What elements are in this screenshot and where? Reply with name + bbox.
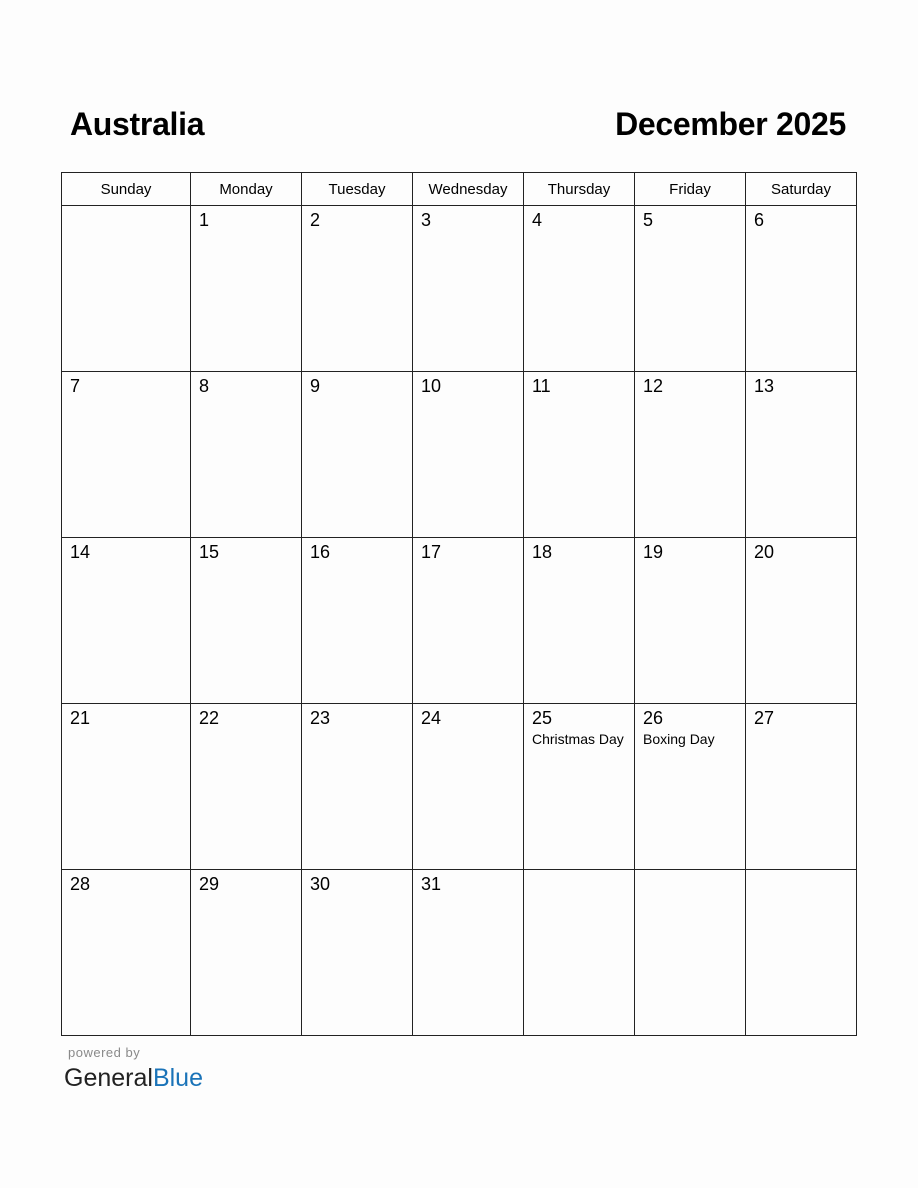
day-number: 9 — [310, 376, 321, 396]
day-number — [62, 206, 190, 209]
calendar-month-title: December 2025 — [615, 106, 846, 142]
day-number: 1 — [199, 210, 210, 230]
day-number: 15 — [199, 542, 220, 562]
day-number: 14 — [70, 542, 91, 562]
holiday-label-christmas: Christmas Day — [532, 731, 624, 747]
day-cell — [62, 704, 191, 870]
day-cell — [635, 538, 746, 704]
day-cell — [635, 870, 746, 1036]
day-number: 21 — [70, 708, 91, 728]
weekday-monday: Monday — [191, 173, 302, 206]
day-number — [524, 870, 634, 873]
day-cell — [191, 372, 302, 538]
day-number: 26 — [643, 708, 664, 728]
weekday-friday: Friday — [635, 173, 746, 206]
day-number: 16 — [310, 542, 331, 562]
day-cell — [302, 538, 413, 704]
day-cell — [62, 538, 191, 704]
calendar-grid — [61, 172, 857, 1036]
day-number: 13 — [754, 376, 775, 396]
day-number: 25 — [532, 708, 553, 728]
week-row — [62, 870, 857, 1036]
day-number: 3 — [421, 210, 432, 230]
week-row — [62, 538, 857, 704]
day-cell — [524, 206, 635, 372]
powered-by-text: powered by — [68, 1045, 141, 1060]
day-number: 8 — [199, 376, 210, 396]
day-cell — [413, 704, 524, 870]
day-number: 6 — [754, 210, 765, 230]
day-number: 31 — [421, 874, 442, 894]
logo-general-text: General — [64, 1064, 153, 1092]
day-cell — [635, 206, 746, 372]
day-number: 24 — [421, 708, 442, 728]
day-cell — [524, 538, 635, 704]
day-number: 2 — [310, 210, 321, 230]
day-number: 18 — [532, 542, 553, 562]
day-number: 4 — [532, 210, 543, 230]
day-cell-holiday — [524, 704, 635, 870]
day-cell — [302, 704, 413, 870]
day-number: 29 — [199, 874, 220, 894]
weekday-header-row — [62, 173, 857, 206]
day-cell — [191, 870, 302, 1036]
day-number: 12 — [643, 376, 664, 396]
day-number: 22 — [199, 708, 220, 728]
generalblue-logo[interactable] — [64, 1062, 203, 1094]
day-number: 27 — [754, 708, 775, 728]
day-cell — [746, 538, 857, 704]
day-cell — [413, 538, 524, 704]
day-cell — [413, 206, 524, 372]
day-number: 17 — [421, 542, 442, 562]
day-cell — [62, 206, 191, 372]
day-cell — [746, 372, 857, 538]
day-cell — [62, 870, 191, 1036]
day-number: 30 — [310, 874, 331, 894]
day-number: 28 — [70, 874, 91, 894]
weekday-tuesday: Tuesday — [302, 173, 413, 206]
day-cell — [746, 704, 857, 870]
week-row — [62, 206, 857, 372]
day-cell — [524, 372, 635, 538]
day-number: 11 — [532, 376, 551, 396]
day-number — [635, 870, 745, 873]
day-cell-holiday — [635, 704, 746, 870]
day-number — [746, 870, 856, 873]
day-cell — [302, 870, 413, 1036]
logo-blue-text: Blue — [152, 1064, 203, 1092]
day-cell — [635, 372, 746, 538]
day-cell — [62, 372, 191, 538]
day-cell — [191, 206, 302, 372]
weekday-sunday: Sunday — [62, 173, 191, 206]
day-cell — [413, 372, 524, 538]
day-cell — [413, 870, 524, 1036]
weekday-saturday: Saturday — [746, 173, 857, 206]
day-number: 20 — [754, 542, 775, 562]
day-cell — [191, 704, 302, 870]
day-cell — [191, 538, 302, 704]
weekday-wednesday: Wednesday — [413, 173, 524, 206]
day-cell — [302, 372, 413, 538]
day-cell — [746, 206, 857, 372]
holiday-label-boxing-day: Boxing Day — [643, 731, 715, 747]
day-number: 5 — [643, 210, 654, 230]
day-number: 10 — [421, 376, 442, 396]
day-number: 23 — [310, 708, 331, 728]
calendar-country-title: Australia — [70, 106, 205, 142]
day-number: 19 — [643, 542, 664, 562]
day-cell — [302, 206, 413, 372]
day-cell — [746, 870, 857, 1036]
week-row — [62, 372, 857, 538]
week-row — [62, 704, 857, 870]
day-number: 7 — [70, 376, 81, 396]
weekday-thursday: Thursday — [524, 173, 635, 206]
day-cell — [524, 870, 635, 1036]
